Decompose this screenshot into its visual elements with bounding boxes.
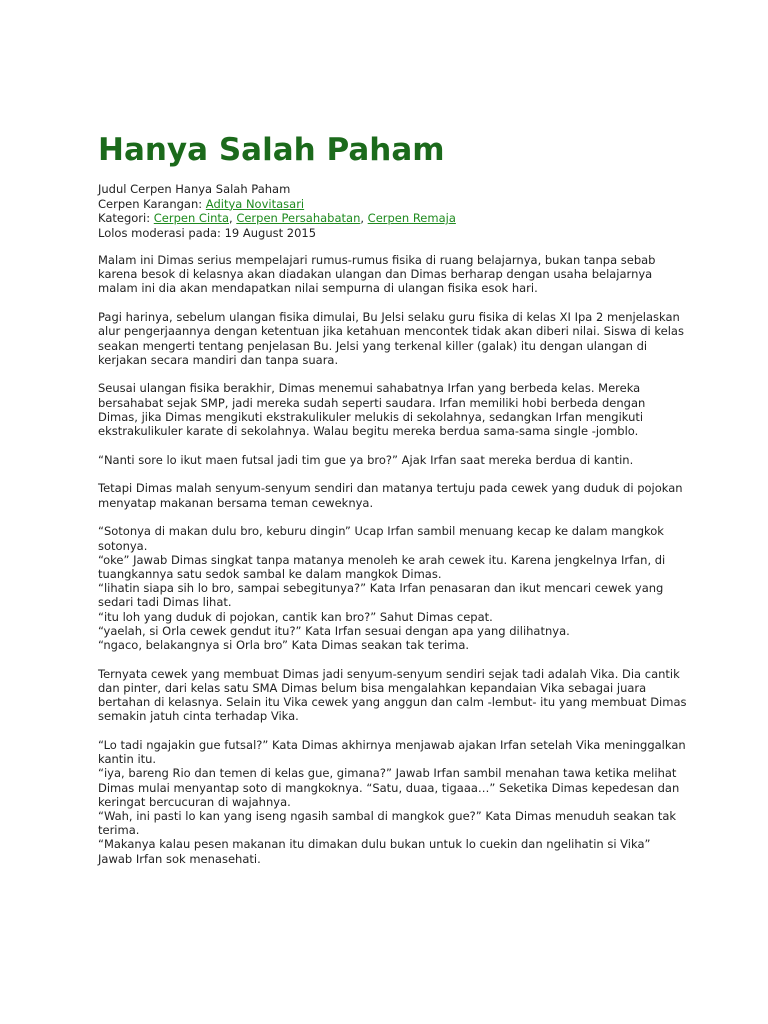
meta-moderation-date: 19 August 2015	[224, 225, 317, 240]
story-paragraph	[98, 453, 688, 467]
meta-judul: Judul Cerpen Hanya Salah Paham	[98, 182, 291, 196]
page-title: Hanya Salah Paham	[98, 132, 445, 168]
story-line: Malam ini Dimas serius mempelajari rumus-rumus fisika di ruang belajarnya, bukan tanpa sebab karena besok di kelasnya akan diadakan ulangan dan Dimas berharap dengan usaha belajarnya malam ini dia akan mendapatkan nilai sempurna di ulangan fisika esok hari.	[98, 253, 656, 296]
category-link-cinta[interactable]: Cerpen Cinta	[153, 211, 229, 225]
story-paragraph	[98, 667, 688, 724]
story-body	[98, 253, 688, 866]
story-line: “iya, bareng Rio dan temen di kelas gue, gimana?” Jawab Irfan sambil menahan tawa ketika melihat Dimas mulai menyantap soto di mangkoknya. “Satu, duaa, tigaaa…” Seketika Dimas kepedesan dan keringat bercucuran di wajahnya.	[98, 766, 680, 809]
category-separator: ,	[229, 211, 237, 225]
meta-category-label: Kategori:	[98, 211, 154, 225]
meta-moderation-row	[98, 226, 456, 241]
category-link-persahabatan[interactable]: Cerpen Persahabatan	[236, 211, 361, 225]
story-line: “Lo tadi ngajakin gue futsal?” Kata Dimas akhirnya menjawab ajakan Irfan setelah Vika meninggalkan kantin itu.	[98, 737, 686, 767]
story-line: “Makanya kalau pesen makanan itu dimakan dulu bukan untuk lo cuekin dan ngelihatin si Vika” Jawab Irfan sok menasehati.	[98, 837, 651, 866]
story-paragraph	[98, 381, 688, 438]
author-link[interactable]: Aditya Novitasari	[205, 196, 305, 211]
category-link-remaja[interactable]: Cerpen Remaja	[367, 211, 456, 225]
story-paragraph	[98, 524, 688, 652]
story-line: “itu loh yang duduk di pojokan, cantik kan bro?” Sahut Dimas cepat.	[98, 609, 493, 624]
story-line: Seusai ulangan fisika berakhir, Dimas menemui sahabatnya Irfan yang berbeda kelas. Mereka bersahabat sejak SMP, jadi mereka sudah seperti saudara. Irfan memiliki hobi berbeda dengan Dimas, jika Dimas mengikuti ekstrakulikuler melukis di sekolahnya, sedangkan Irfan mengikuti ekstrakulikuler karate di sekolahnya. Walau begitu mereka berdua sama-sama single -jomblo.	[98, 381, 646, 439]
meta-author-row	[98, 197, 456, 212]
article-meta	[98, 182, 456, 240]
story-paragraph	[98, 310, 688, 367]
story-line: Tetapi Dimas malah senyum-senyum sendiri dan matanya tertuju pada cewek yang duduk di pojokan menyatap makanan bersama teman ceweknya.	[98, 481, 683, 510]
story-line: Pagi harinya, sebelum ulangan fisika dimulai, Bu Jelsi selaku guru fisika di kelas XI Ipa 2 menjelaskan alur pengerjaannya dengan ketentuan jika ketahuan mencontek tidak akan diberi nilai. Siswa di kelas seakan mengerti tentang penjelasan Bu. Jelsi yang terkenal killer (galak) itu dengan ulangan di kerjakan secara mandiri dan tanpa suara.	[98, 310, 684, 367]
story-line: “Nanti sore lo ikut maen futsal jadi tim gue ya bro?” Ajak Irfan saat mereka berdua di kantin.	[98, 452, 634, 467]
story-line: “yaelah, si Orla cewek gendut itu?” Kata Irfan sesuai dengan apa yang dilihatnya.	[98, 623, 570, 638]
story-line: “Sotonya di makan dulu bro, keburu dingin” Ucap Irfan sambil menuang kecap ke dalam mangkok sotonya.	[98, 524, 664, 553]
meta-moderation-label: Lolos moderasi pada:	[98, 225, 225, 240]
story-line: Ternyata cewek yang membuat Dimas jadi senyum-senyum sendiri sejak tadi adalah Vika. Dia cantik dan pinter, dari kelas satu SMA Dimas belum bisa mengalahkan kepandaian Vika sebagai juara bertahan di kelasnya. Selain itu Vika cewek yang anggun dan calm -lembut- itu yang membuat Dimas semakin jatuh cinta terhadap Vika.	[98, 666, 687, 724]
story-line: “ngaco, belakangnya si Orla bro” Kata Dimas seakan tak terima.	[98, 637, 470, 652]
category-separator: ,	[360, 211, 368, 225]
story-line: “oke” Jawab Dimas singkat tanpa matanya menoleh ke arah cewek itu. Karena jengkelnya Irfan, di tuangkannya satu sedok sambal ke dalam mangkok Dimas.	[98, 552, 666, 581]
meta-author-label: Cerpen Karangan:	[98, 196, 206, 211]
story-paragraph	[98, 738, 688, 866]
story-line: “Wah, ini pasti lo kan yang iseng ngasih sambal di mangkok gue?” Kata Dimas menuduh seakan tak terima.	[98, 809, 677, 838]
story-line: “lihatin siapa sih lo bro, sampai sebegitunya?” Kata Irfan penasaran dan ikut mencari cewek yang sedari tadi Dimas lihat.	[98, 581, 664, 610]
meta-category-row	[98, 211, 456, 226]
story-paragraph	[98, 253, 688, 296]
story-paragraph	[98, 481, 688, 509]
